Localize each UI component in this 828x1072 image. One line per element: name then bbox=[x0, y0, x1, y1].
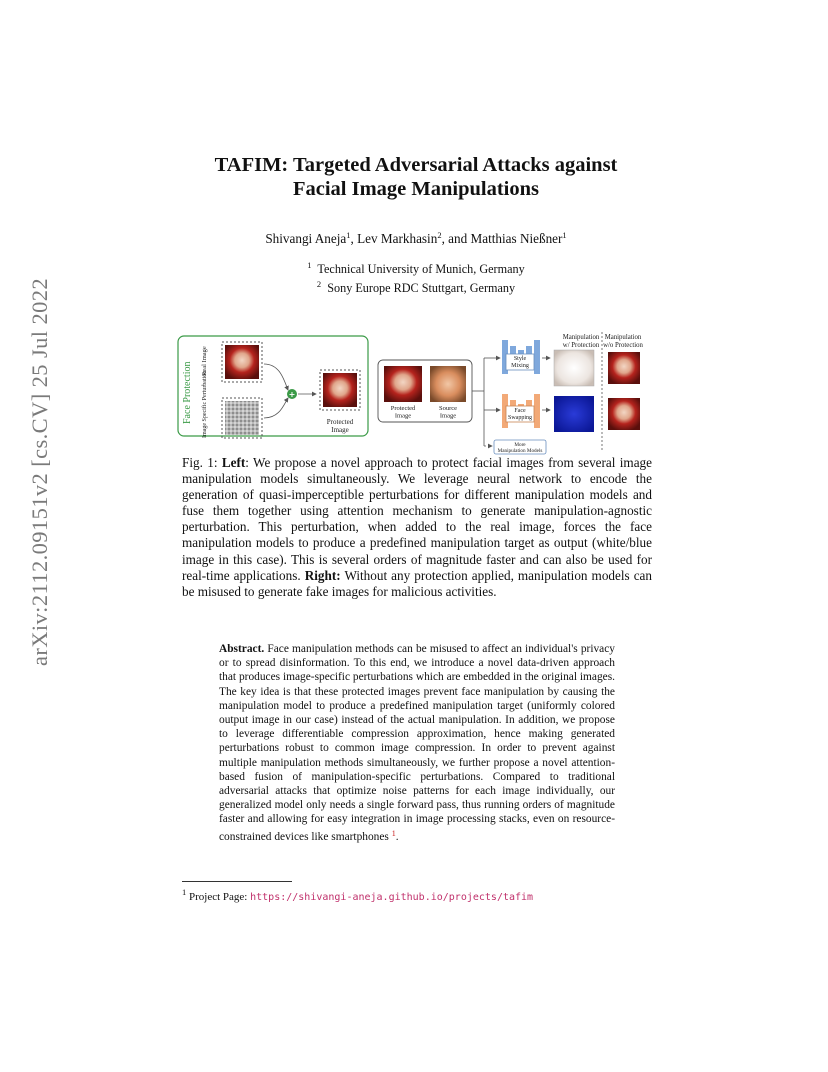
footnote bbox=[182, 885, 652, 905]
arxiv-id-text: arXiv:2112.09151v2 [cs.CV] 25 Jul 2022 bbox=[27, 277, 52, 667]
face-swapping-label: Face Swapping bbox=[508, 408, 532, 421]
author-1-affil: 1 bbox=[346, 230, 351, 240]
face-protection-label: Face Protection bbox=[182, 361, 193, 424]
output-style-protected bbox=[554, 350, 594, 386]
protected-image-face bbox=[323, 373, 357, 407]
author-2: Lev Markhasin bbox=[357, 231, 438, 246]
footnote-number: 1 bbox=[182, 887, 187, 897]
author-1: Shivangi Aneja bbox=[265, 231, 347, 246]
arrow-real-to-plus bbox=[264, 364, 288, 390]
real-image-label: Real Image bbox=[201, 346, 208, 376]
source-input-label: Source Image bbox=[438, 405, 458, 420]
output-swap-protected bbox=[554, 396, 594, 432]
arxiv-watermark bbox=[18, 277, 62, 667]
output-swap-unprotected bbox=[608, 398, 640, 430]
figure-1-diagram bbox=[176, 328, 652, 456]
svg-text:+: + bbox=[288, 390, 296, 399]
manip-with-protection-header: Manipulation w/ Protection bbox=[562, 334, 600, 349]
footnote-label: Project Page: bbox=[189, 891, 248, 903]
footnote-rule bbox=[182, 881, 292, 882]
figure-caption bbox=[182, 455, 652, 600]
author-2-affil: 2 bbox=[437, 230, 442, 240]
output-style-unprotected bbox=[608, 352, 640, 384]
title-line-1: TAFIM: Targeted Adversarial Attacks against bbox=[214, 154, 618, 176]
perturbation-label: Image Specific Perturbation bbox=[202, 370, 208, 438]
manip-without-protection-header: Manipulation w/o Protection bbox=[603, 334, 643, 349]
affiliations bbox=[150, 258, 682, 296]
source-input-image bbox=[430, 366, 466, 402]
footnote-ref-link[interactable]: 1 bbox=[391, 828, 396, 838]
caption-right-label: Right: bbox=[304, 567, 341, 583]
affiliation-1: $^1$ Technical University of Munich, Germany bbox=[307, 260, 525, 276]
arrow-perturbation-to-plus bbox=[264, 398, 288, 418]
author-3: Matthias Nießner bbox=[470, 231, 563, 246]
paper-title bbox=[150, 153, 682, 201]
caption-left-label: Left bbox=[221, 455, 246, 470]
author-3-affil: 1 bbox=[562, 230, 567, 240]
protected-image-caption: Protected Image bbox=[326, 418, 354, 434]
more-models-label: More Manipulation Models bbox=[497, 442, 543, 454]
real-image-face bbox=[225, 345, 259, 379]
abstract-label: Abstract. bbox=[219, 643, 265, 655]
caption-right-text: Without any protection applied, manipulation models can be misused to generate fake images for malicious activities. bbox=[182, 567, 653, 599]
protected-input-label: Protected Image bbox=[390, 405, 416, 420]
author-list: Shivangi Aneja$^1$, Lev Markhasin$^2$, and Matthias Nießner$^1$ bbox=[265, 230, 567, 246]
project-page-link[interactable]: https://shivangi-aneja.github.io/projects/tafim bbox=[250, 892, 534, 903]
caption-left-text: : We propose a novel approach to protect facial images from several image manipulation models simultaneously. We leverage neural network to encode the generation of quasi-imperceptible perturbations for different manipulation models and fuse them together using attention mechanism to generate manipulation-agnostic perturbation. This perturbation, when added to the real image, forces the face manipulation models to produce a predefined manipulation target as output (white/blue image in this case). This is several orders of magnitude faster and can also be used for real-time applications. bbox=[182, 455, 652, 583]
title-line-2: Facial Image Manipulations bbox=[292, 178, 539, 200]
affiliation-2: $^2$ Sony Europe RDC Stuttgart, Germany bbox=[316, 279, 516, 295]
figure-1 bbox=[176, 328, 652, 456]
protected-input-image bbox=[384, 366, 422, 402]
abstract-text: Face manipulation methods can be misused to affect an individual's privacy or to spread disinformation. To this end, we introduce a novel data-driven approach that produces image-specific perturbations which are embedded in the original images. The key idea is that these protected images prevent face manipulation by causing the manipulation model to produce a predefined manipulation target (uniformly colored output image in our case) instead of the actual manipulation. In addition, we propose to leverage differentiable compression approximation, hence making generated perturbations robust to common image compression. In order to prevent against multiple manipulation methods simultaneously, we further propose a novel attention-based fusion of manipulation-specific perturbations. Compared to traditional adversarial attacks that optimize noise patterns for each image individually, our generalized model only needs a single forward pass, thus running orders of magnitude faster and allowing for easy integration in image processing stacks, even on resource-constrained devices like smartphones bbox=[219, 643, 615, 843]
perturbation-image bbox=[225, 401, 259, 435]
fig-label: Fig. 1: bbox=[182, 455, 218, 470]
style-mixing-label: Style Mixing bbox=[511, 356, 529, 369]
abstract: Abstract. Face manipulation methods can be misused to affect an individual's privacy or to spread disinformation. To this end, we introduce a novel data-driven approach that produces image-specific perturbations which are embedded in the original images. The key idea is that these protected images prevent face manipulation by causing the manipulation model to produce a predefined manipulation target (uniformly colored output image in our case) instead of the actual manipulation. In addition, we propose to leverage differentiable compression approximation, hence making generated perturbations robust to common image compression. In order to prevent against multiple manipulation methods simultaneously, we further propose a novel attention-based fusion of manipulation-specific perturbations. Compared to traditional adversarial attacks that optimize noise patterns for each image individually, our generalized model only needs a single forward pass, thus running orders of magnitude faster and allowing for easy integration in image processing stacks, even on resource-constrained devices like smartphones $^1$. bbox=[219, 643, 615, 843]
